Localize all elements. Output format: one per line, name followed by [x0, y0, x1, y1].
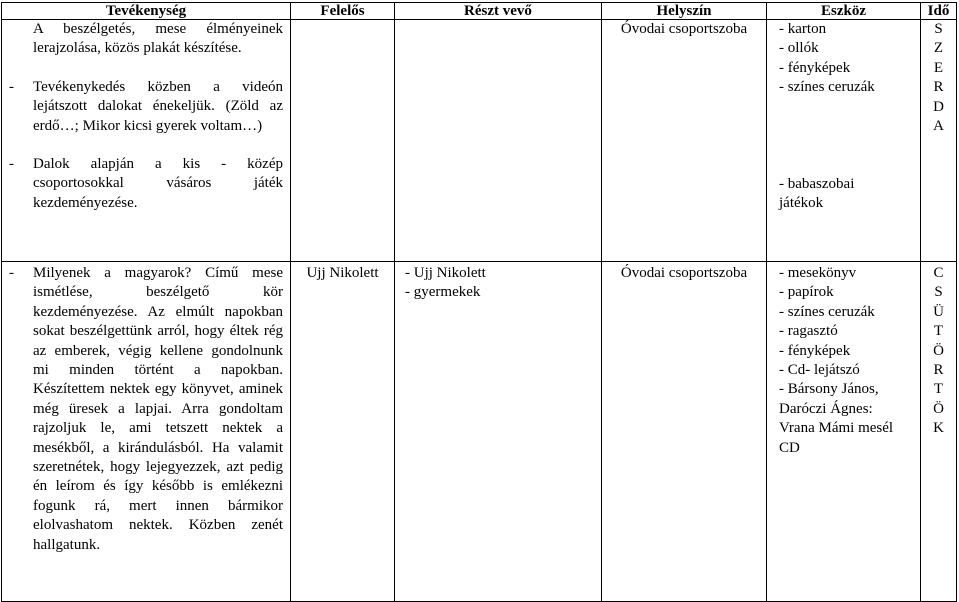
ido-letter: Ö [933, 400, 944, 417]
resztvevo-cell [395, 20, 602, 262]
list-item: - Bársony János, [779, 381, 879, 398]
list-item: Vrana Mámi mesél [779, 420, 894, 437]
list-item: - karton [779, 21, 827, 37]
list-item: - ragasztó [779, 323, 838, 340]
list-item: játékok [779, 195, 824, 212]
header-ido: Idő [921, 3, 957, 20]
list-item: Daróczi Ágnes: [779, 400, 873, 417]
helyszin-text: Óvodai csoportszoba [620, 21, 748, 37]
header-eszkoz: Eszköz [767, 3, 921, 20]
eszkoz-cell [767, 262, 921, 602]
table-row [2, 20, 957, 262]
activity-text: - Dalok alapján a kis - közép csoportosokkal vásáros játék kezdeményezése. [33, 155, 283, 213]
ido-letter: Ö [933, 342, 944, 359]
ido-letter: E [933, 59, 944, 76]
ido-letter: D [933, 98, 944, 115]
helyszin-cell [602, 20, 767, 262]
ido-letter: R [933, 79, 944, 96]
eszkoz-cell [767, 20, 921, 262]
list-item: - színes ceruzák [779, 79, 875, 96]
list-item: - gyermekek [405, 284, 481, 301]
list-item: - fényképek [779, 342, 851, 359]
table-row [2, 262, 957, 602]
ido-letter: Ü [933, 303, 944, 320]
list-item: CD [779, 439, 800, 456]
activity-cell [2, 20, 291, 262]
list-item: - babaszobai [779, 175, 855, 192]
ido-letter: T [933, 381, 944, 398]
ido-letter: S [934, 21, 943, 37]
ido-cell [921, 262, 957, 602]
header-reszt-vevo: Részt vevő [395, 3, 602, 20]
ido-letter: R [933, 362, 944, 379]
resztvevo-cell [395, 262, 602, 602]
list-item: - Cd- lejátszó [779, 362, 860, 379]
activity-text: A beszélgetés, mese élményeinek lerajzolása, közös plakát készítése. [33, 21, 283, 57]
ido-letter: C [933, 265, 944, 281]
list-item: - színes ceruzák [779, 303, 875, 320]
ido-letter: K [933, 420, 944, 437]
felelos-text: Ujj Nikolett [306, 265, 379, 281]
ido-letter: S [934, 284, 943, 301]
activity-text: - Tevékenykedés közben a videón lejátszott dalokat énekeljük. (Zöld az erdő…; Mikor kicsi gyerek voltam…) [33, 78, 283, 136]
list-item: - Ujj Nikolett [405, 265, 486, 281]
header-felelos: Felelős [291, 3, 395, 20]
header-row [2, 3, 957, 20]
list-item: - ollók [779, 40, 819, 57]
felelos-cell [291, 20, 395, 262]
activity-cell [2, 262, 291, 602]
helyszin-cell [602, 262, 767, 602]
ido-letter: Z [933, 40, 944, 57]
felelos-cell [291, 262, 395, 602]
ido-cell [921, 20, 957, 262]
ido-letter: A [933, 118, 944, 135]
ido-letter: T [933, 323, 944, 340]
list-item: - mesekönyv [779, 265, 857, 281]
activity-text: - Milyenek a magyarok? Című mese ismétlése, beszélgető kör kezdeményezése. Az elmúlt napokban sokat beszélgettünk arról, hogy éltek rég az emberek, végig kellene gondolnunk mi minden történt a napokban. Készítettem nektek egy könyvet, aminek még üresek a lapjai. Arra gondoltam rajzoljuk le, ami tetszett nektek a mesékből, a kirándulásból. Ha valamit szeretnétek, hogy lejegyezzek, azt pedig én leírom és így később is emlékezni fogunk rá, mert innen bármikor elolvashatom nektek. Közben zenét hallgatunk. [33, 264, 283, 555]
header-helyszin: Helyszín [602, 3, 767, 20]
helyszin-text: Óvodai csoportszoba [620, 265, 748, 281]
activity-plan-table [1, 2, 957, 602]
header-tevekenyseg: Tevékenység [2, 3, 291, 20]
list-item: - papírok [779, 284, 834, 301]
list-item: - fényképek [779, 59, 851, 76]
